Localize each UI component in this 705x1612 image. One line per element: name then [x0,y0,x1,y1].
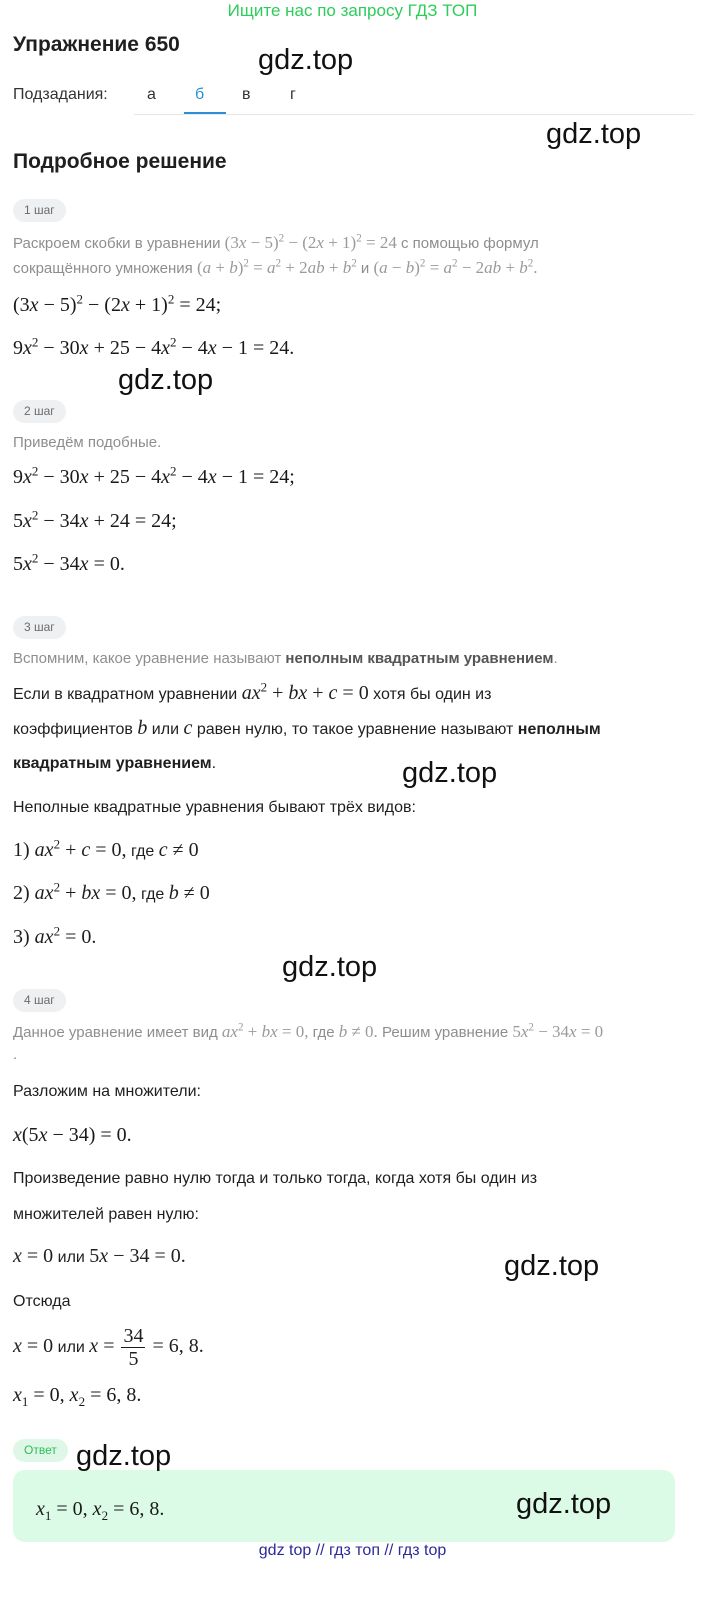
step-4-product-line1: Произведение равно нулю тогда и только тогда, когда хотя бы один из [13,1170,538,1187]
watermark: gdz.top [76,1440,172,1472]
step-4-roots: $x_1 = 0$, $x_2 = 6$, 8. [13,1384,142,1409]
step-2-intro: Приведём подобные. [13,434,162,451]
step-3-types-intro: Неполные квадратные уравнения бывают трёх видов: [13,799,416,816]
step-3-type-3: 3) $ax^2 = 0$. [13,923,97,948]
step-1-intro-line2: сокращённого умножения $(a + b)^2 = a^2 + 2ab + b^2$ и $(a - b)^2 = a^2 - 2ab + b^2$. [13,257,538,277]
step-4-factored-equation: x(5x − 34) = 0. [13,1124,132,1146]
step-3-type-2: 2) $ax^2$ + bx = 0, где b ≠ 0 [13,879,210,904]
watermark: gdz.top [258,44,354,76]
step-1-intro-line1: Раскроем скобки в уравнении $(3x - 5)^2 - (2x + 1)^2 = 24$ с помощью формул [13,232,539,252]
step-1-equation-2: $9x^2 - 30x + 25 - 4x^2 - 4x - 1 = 24$. [13,334,295,359]
answer-badge: Ответ [13,1439,68,1462]
step-4-factor-label: Разложим на множители: [13,1083,201,1100]
watermark: gdz.top [282,951,378,983]
step-3-intro: Вспомним, какое уравнение называют неполным квадратным уравнением. [13,650,558,667]
step-2-equation-3: $5x^2 - 34x = 0$. [13,550,125,575]
watermark: gdz.top [546,118,642,150]
step-4-hence: Отсюда [13,1293,71,1310]
step-3-definition-line2: коэффициентов b или c равен нулю, то такое уравнение называют неполным [13,717,601,739]
step-2-equation-1: $9x^2 - 30x + 25 - 4x^2 - 4x - 1 = 24$; [13,463,295,488]
watermark: gdz.top [402,757,498,789]
step-3-definition-line3: квадратным уравнением. [13,755,217,772]
step-4-badge: 4 шаг [13,989,66,1012]
watermark: gdz.top [516,1488,612,1520]
step-4-product-line2: множителей равен нулю: [13,1206,199,1223]
step-3-type-1: 1) $ax^2 + c = 0$, где c ≠ 0 [13,836,199,861]
step-3-definition-line1: Если в квадратном уравнении $ax^2$ + bx + c = 0 хотя бы один из [13,679,492,704]
step-1-equation-1: $(3x - 5)^2 - (2x + 1)^2 = 24$; [13,291,222,316]
tabs-divider [134,114,694,115]
step-2-badge: 2 шаг [13,400,66,423]
tab-g[interactable]: г [290,86,296,103]
step-1-badge: 1 шаг [13,199,66,222]
step-4-intro: Данное уравнение имеет вид $ax^2$ + bx = 0, где b ≠ 0. Решим уравнение $5x^2 - 34x = 0$ [13,1021,604,1041]
answer-value: $x_1 = 0$, $x_2 = 6$, 8. [36,1498,165,1523]
search-banner: Ищите нас по запросу ГДЗ ТОП [227,1,478,20]
step-3-badge: 3 шаг [13,616,66,639]
watermark: gdz.top [118,364,214,396]
active-tab-indicator [184,112,226,114]
subtasks-label: Подзадания: [13,86,108,103]
page-title: Упражнение 650 [13,33,180,56]
step-2-equation-2: $5x^2 - 34x + 24 = 24$; [13,507,177,532]
solution-heading: Подробное решение [13,150,227,173]
tab-v[interactable]: в [242,86,251,103]
step-4-cases: x = 0 или 5x − 34 = 0. [13,1245,186,1267]
footer-links[interactable]: gdz top // гдз топ // гдз top [258,1542,447,1559]
tab-a[interactable]: а [147,86,156,103]
step-4-intro-period: . [13,1046,18,1063]
tab-b[interactable]: б [195,86,205,103]
watermark: gdz.top [504,1250,600,1282]
step-4-roots-fraction: x = 0 или x = $\frac{34}{5}$ = 6, 8. [13,1325,204,1370]
